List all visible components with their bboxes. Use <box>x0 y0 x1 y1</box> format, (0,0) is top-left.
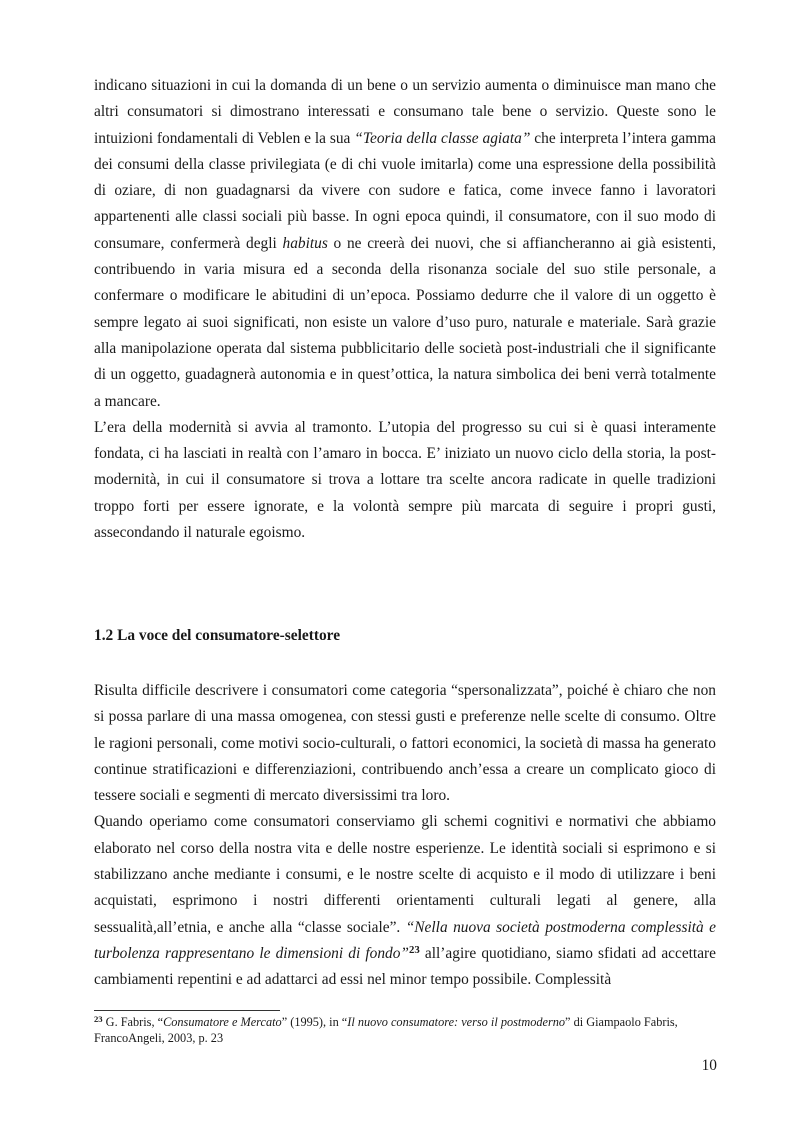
footnote-reference[interactable]: 23 <box>409 944 420 957</box>
paragraph-consumatori: Risulta difficile descrivere i consumatori come categoria “spersonalizzata”, poiché è chiaro che non si possa parlare di una massa omogenea, con stessi gusti e preferenze nelle scelte di consumo. Oltre le ragioni personali, come motivi socio-culturali, o fattori economici, la società di massa ha generato continue stratificazioni e differenziazioni, contribuendo anch’essa a creare un complicato gioco di tessere sociali e segmenti di mercato diversissimi tra loro. <box>94 682 716 805</box>
paragraph-veblen: indicano situazioni in cui la domanda di un bene o un servizio aumenta o diminuisce man mano che altri consumatori si dimostrano interessati e consumano tale bene o servizio. Queste sono le intuizioni fondamentali di Veblen e la sua “Teoria della classe agiata” che interpreta l’intera gamma dei consumi della classe privilegiata (e di chi vuole imitarla) come una espressione della possibilità di oziare, di non guadagnarsi da vivere con sudore e fatica, come invece fanno i lavoratori appartenenti alle classi sociali più basse. In ogni epoca quindi, il consumatore, con il suo modo di consumare, confermerà degli habitus o ne creerà dei nuovi, che si affiancheranno ai già esistenti, contribuendo in varia misura ed a seconda della risonanza sociale del suo stile personale, a confermare o modificare le abitudini di un’epoca. Possiamo dedurre che il valore di un oggetto è sempre legato ai suoi significati, non esiste un valore d’uso puro, naturale e materiale. Sarà grazie alla manipolazione operata dal sistema pubblicitario delle società post-industriali che il significante di un oggetto, guadagnerà autonomia e in quest’ottica, la natura simbolica dei beni verrà totalmente a mancare. <box>94 77 717 410</box>
footnote-number: 23 <box>94 1014 103 1025</box>
page-number: 10 <box>701 1057 717 1074</box>
body-text-block-1 <box>94 73 716 546</box>
footnote-work-2: Il nuovo consumatore: verso il postmoderno <box>347 1015 566 1029</box>
footnote-work-1: Consumatore e Mercato <box>163 1015 282 1029</box>
habitus-term: habitus <box>282 234 328 252</box>
paragraph-identita: Quando operiamo come consumatori conserviamo gli schemi cognitivi e normativi che abbiamo elaborato nel corso della nostra vita e delle nostre esperienze. Le identità sociali si esprimono e si stabilizzano anche mediante i consumi, e le nostre scelte di acquisto e il modo di utilizzare i beni acquistati, esprimono i nostri differenti orientamenti culturali legati al genere, alla sessualità,all’etnia, e anche alla “classe sociale”. “Nella nuova società postmoderna complessità e turbolenza rappresentano le dimensioni di fondo”$^{23}$ all’agire quotidiano, siamo sfidati ad accettare cambiamenti repentini e ad adattarci ad essi nel minor tempo possibile. Complessità <box>94 813 716 989</box>
paragraph-modernita: L’era della modernità si avvia al tramonto. L’utopia del progresso su cui si è quasi interamente fondata, ci ha lasciati in realtà con l’amaro in bocca. E’ iniziato un nuovo ciclo della storia, la post-modernità, in cui il consumatore si trova a lottare tra scelte ancora radicate in quelle tradizioni troppo forti per essere ignorate, e la volontà sempre più marcata di seguire i propri gusti, assecondando il naturale egoismo. <box>94 418 716 542</box>
footnote: $^{23}$ G. Fabris, “Consumatore e Mercato” (1995), in “Il nuovo consumatore: verso il postmoderno” di Giampaolo Fabris, FrancoAngeli, 2003, p. 23 <box>94 1014 678 1045</box>
body-text-block-2 <box>94 678 716 994</box>
quoted-citation: “Nella nuova società postmoderna complessità e turbolenza rappresentano le dimensioni di fondo” <box>94 918 716 962</box>
book-title-teoria: “Teoria della classe agiata” <box>354 129 531 147</box>
section-heading: 1.2 La voce del consumatore-selettore <box>94 627 341 644</box>
footnote-separator <box>94 1010 280 1011</box>
